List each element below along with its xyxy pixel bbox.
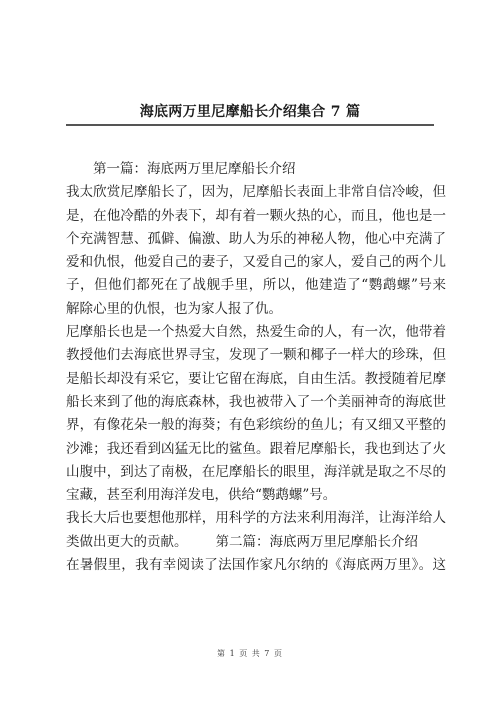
text-line: 我长大后也要想他那样，用科学的方法来利用海洋，让海洋给人 (66, 510, 446, 527)
text-line: 山腹中，到达了南极，在尼摩船长的眼里，海洋就是取之不尽的 (66, 463, 446, 480)
text-line: 界，有像花朵一般的海葵；有色彩缤纷的鱼儿；有又细又平整的 (66, 417, 446, 434)
text-line: 我太欣赏尼摩船长了，因为，尼摩船长表面上非常自信冷峻，但 (66, 184, 446, 201)
text-line: 个充满智慧、孤僻、偏激、助人为乐的神秘人物，他心中充满了 (66, 230, 446, 247)
document-title: 海底两万里尼摩船长介绍集合 7 篇 (139, 104, 361, 120)
text-line: 沙滩；我还看到凶猛无比的鲨鱼。跟着尼摩船长，我也到达了火 (66, 440, 446, 457)
text-fragment: 类做出更大的贡献。 (66, 533, 188, 550)
text-line: 子，但他们都死在了战舰手里，所以，他建造了“鹦鹉螺”号来 (66, 277, 446, 294)
section-heading-2: 第二篇：海底两万里尼摩船长介绍 (215, 533, 418, 550)
text-line: 宝藏，甚至利用海洋发电，供给“鹦鹉螺”号。 (66, 487, 337, 504)
text-line: 教授他们去海底世界寻宝，发现了一颗和椰子一样大的珍珠，但 (66, 347, 446, 364)
page-footer: 第 1 页 共 7 页 (217, 649, 283, 658)
document-body (66, 158, 446, 577)
section-heading-1: 第一篇：海底两万里尼摩船长介绍 (93, 161, 296, 177)
text-line: 解除心里的仇恨，也为家人报了仇。 (66, 300, 282, 317)
text-line: 船长来到了他的海底森林，我也被带入了一个美丽神奇的海底世 (66, 393, 446, 410)
text-line: 爱和仇恨，他爱自己的妻子，又爱自己的家人，爱自己的两个儿 (66, 254, 446, 271)
title-divider (66, 124, 434, 126)
text-line: 在暑假里，我有幸阅读了法国作家凡尔纳的《海底两万里》。这 (66, 557, 446, 574)
text-line: 是船长却没有采它，要让它留在海底，自由生活。教授随着尼摩 (66, 370, 446, 387)
text-line-mixed (66, 531, 446, 554)
text-line: 是，在他冷酷的外表下，却有着一颗火热的心，而且，他也是一 (66, 207, 446, 224)
text-line: 尼摩船长也是一个热爱大自然，热爱生命的人，有一次，他带着 (66, 324, 446, 341)
